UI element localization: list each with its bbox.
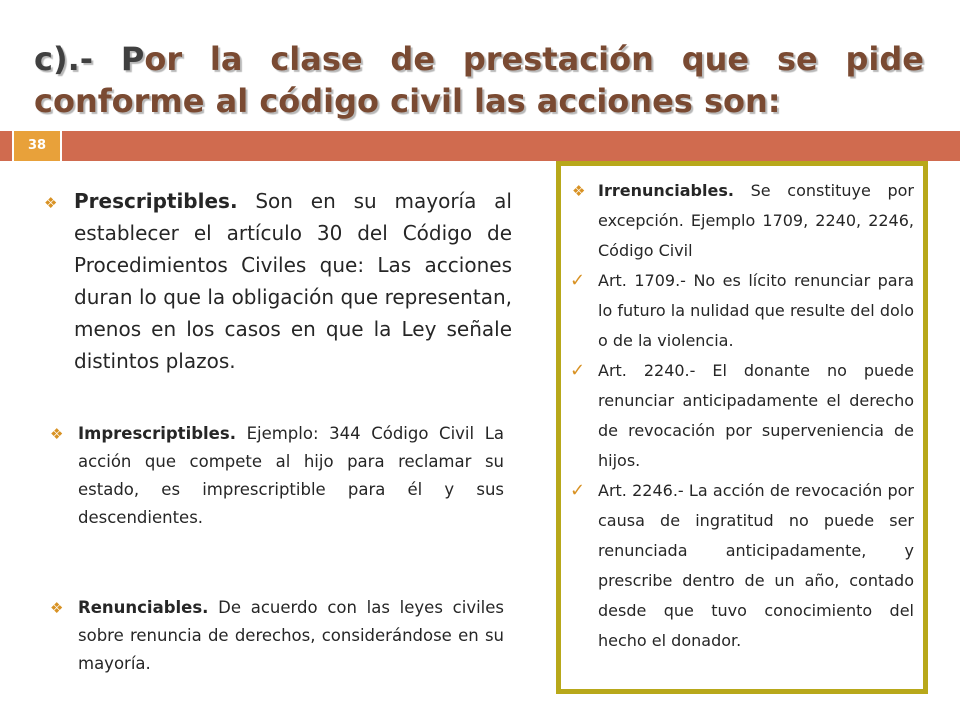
diamond-bullet-icon: ❖ <box>50 425 64 443</box>
checkmark-icon: ✓ <box>570 360 586 381</box>
prescriptibles-text: Son en su mayoría al establecer el artículo 30 del Código de Procedimientos Civiles que: Las acciones duran lo que la obligación que representan, menos en los casos en que la Ley señale distintos plazos. <box>74 189 512 373</box>
term-prescriptibles: Prescriptibles. <box>74 189 238 213</box>
slide-title <box>34 38 924 122</box>
article-text: Art. 2246.- La acción de revocación por causa de ingratitud no puede ser renunciada anticipadamente, y prescribe dentro de un año, contado desde que tuvo conocimiento del hecho el donador. <box>598 481 914 650</box>
irrenunciables-text: Se constituye por excepción. Ejemplo 1709, 2240, 2246, Código Civil <box>598 181 914 260</box>
article-2246 <box>566 476 914 656</box>
renunciables-text: De acuerdo con las leyes civiles sobre renuncia de derechos, considerándose en su mayoría. <box>78 598 504 673</box>
diamond-bullet-icon: ❖ <box>44 194 58 212</box>
checkmark-icon: ✓ <box>570 270 586 291</box>
term-irrenunciables: Irrenunciables. <box>598 181 734 200</box>
irrenunciables-paragraph <box>566 176 914 266</box>
prescriptibles-paragraph <box>44 185 512 377</box>
article-2240 <box>566 356 914 476</box>
term-renunciables: Renunciables. <box>78 598 209 617</box>
accent-bar-right <box>62 131 960 161</box>
imprescriptibles-paragraph <box>50 420 504 532</box>
imprescriptibles-text: Ejemplo: 344 Código Civil La acción que compete al hijo para reclamar su estado, es imprescriptible para él y sus descendientes. <box>78 424 504 527</box>
checkmark-icon: ✓ <box>570 480 586 501</box>
slide-number: 38 <box>14 131 60 161</box>
accent-bar-left <box>0 131 12 161</box>
diamond-bullet-icon: ❖ <box>572 182 586 200</box>
title-rest: or la clase de prestación que se pide conforme al código civil las acciones son: <box>34 40 925 120</box>
article-text: Art. 1709.- No es lícito renunciar para lo futuro la nulidad que resulte del dolo o de la violencia. <box>598 271 914 350</box>
irrenunciables-box <box>556 161 928 694</box>
renunciables-paragraph <box>50 594 504 678</box>
term-imprescriptibles: Imprescriptibles. <box>78 424 236 443</box>
article-text: Art. 2240.- El donante no puede renunciar anticipadamente el derecho de revocación por superveniencia de hijos. <box>598 361 914 470</box>
diamond-bullet-icon: ❖ <box>50 599 64 617</box>
article-1709 <box>566 266 914 356</box>
title-prefix: c).- P <box>34 40 145 78</box>
